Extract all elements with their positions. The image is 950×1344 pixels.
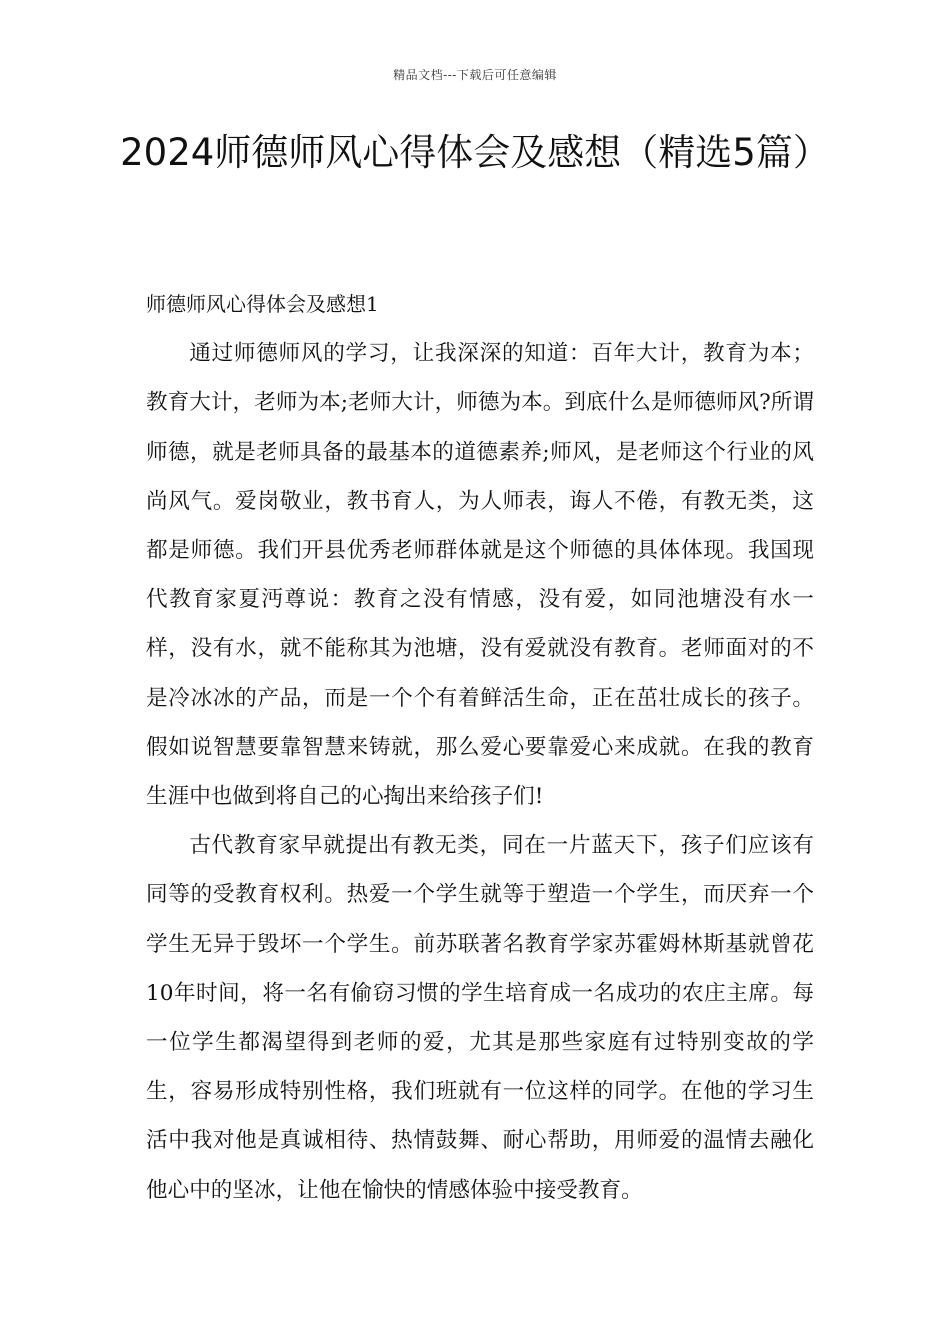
document-body [146, 280, 814, 1215]
page-header: 精品文档---下载后可任意编辑 [393, 68, 557, 82]
paragraph-2: 古代教育家早就提出有教无类，同在一片蓝天下，孩子们应该有同等的受教育权利。热爱一个学生就等于塑造一个学生，而厌弃一个学生无异于毁坏一个学生。前苏联著名教育学家苏霍姆林斯基就曾花10年时间，将一名有偷窃习惯的学生培育成一名成功的农庄主席。每一位学生都渴望得到老师的爱，尤其是那些家庭有过特别变故的学生，容易形成特别性格，我们班就有一位这样的同学。在他的学习生活中我对他是真诚相待、热情鼓舞、耐心帮助，用师爱的温情去融化他心中的坚冰，让他在愉快的情感体验中接受教育。 [146, 833, 814, 1203]
section-heading: 师德师风心得体会及感想1 [146, 292, 379, 316]
paragraph-1: 通过师德师风的学习，让我深深的知道：百年大计，教育为本；教育大计，老师为本;老师大计，师德为本。到底什么是师德师风?所谓师德，就是老师具备的最基本的道德素养;师风，是老师这个行业的风尚风气。爱岗敬业，教书育人，为人师表，诲人不倦，有教无类，这都是师德。我们开县优秀老师群体就是这个师德的具体体现。我国现代教育家夏沔尊说：教育之没有情感，没有爱，如同池塘没有水一样，没有水，就不能称其为池塘，没有爱就没有教育。老师面对的不是冷冰冰的产品，而是一个个有着鲜活生命，正在茁壮成长的孩子。假如说智慧要靠智慧来铸就，那么爱心要靠爱心来成就。在我的教育生涯中也做到将自己的心掏出来给孩子们! [146, 341, 814, 810]
document-title: 2024师德师风心得体会及感想（精选5篇） [120, 131, 830, 174]
